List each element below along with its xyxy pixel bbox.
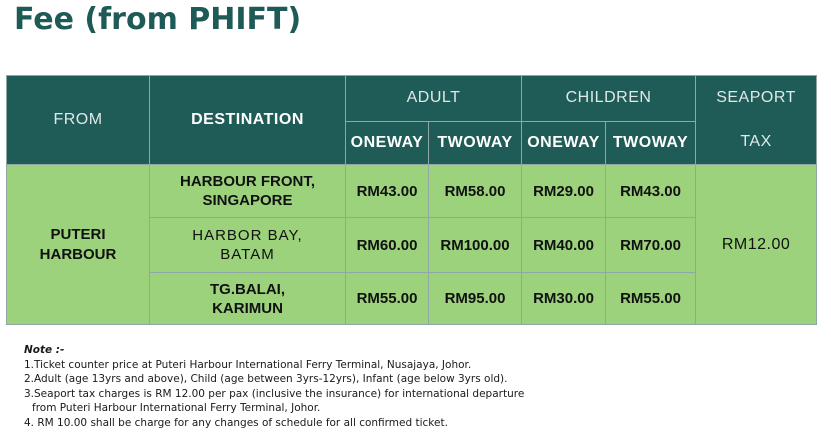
header-children-oneway: ONEWAY: [522, 121, 606, 164]
destination-cell: [150, 165, 346, 218]
destination-cell: [150, 218, 346, 273]
header-from: FROM: [7, 76, 150, 165]
child-oneway-price: RM29.00: [522, 165, 606, 218]
note-line: 3.Seaport tax charges is RM 12.00 per pax (inclusive the insurance) for international departure: [24, 387, 525, 400]
header-children: CHILDREN: [522, 76, 696, 122]
header-seaport-tax: [696, 76, 817, 165]
child-twoway-price: RM70.00: [606, 218, 696, 273]
note-line: from Puteri Harbour International Ferry Terminal, Johor.: [32, 402, 321, 415]
notes-section: [24, 343, 814, 431]
destination-line-2: BATAM: [220, 246, 275, 263]
child-oneway-price: RM40.00: [522, 218, 606, 273]
adult-twoway-price: RM95.00: [429, 273, 522, 325]
destination-line-1: HARBOUR FRONT,: [180, 173, 315, 190]
note-line: 2.Adult (age 13yrs and above), Child (age between 3yrs-12yrs), Infant (age below 3yrs old).: [24, 373, 508, 386]
fee-table: [6, 75, 817, 325]
note-line: 1.Ticket counter price at Puteri Harbour International Ferry Terminal, Nusajaya, Johor.: [24, 358, 472, 371]
seaport-tax-value: RM12.00: [696, 165, 817, 325]
destination-cell: [150, 273, 346, 325]
adult-oneway-price: RM55.00: [346, 273, 429, 325]
destination-line-2: KARIMUN: [212, 299, 283, 317]
child-twoway-price: RM43.00: [606, 165, 696, 218]
page-title: Fee (from PHIFT): [14, 2, 302, 37]
destination-line-1: HARBOR BAY,: [192, 227, 303, 244]
notes-title: Note :-: [24, 344, 65, 356]
child-oneway-price: RM30.00: [522, 273, 606, 325]
header-tax-label: TAX: [740, 133, 772, 150]
header-adult-oneway: ONEWAY: [346, 121, 429, 164]
adult-twoway-price: RM58.00: [429, 165, 522, 218]
header-children-twoway: TWOWAY: [606, 121, 696, 164]
from-line-2: HARBOUR: [39, 245, 117, 263]
destination-line-1: TG.BALAI,: [210, 280, 285, 298]
from-cell: [7, 165, 150, 325]
adult-oneway-price: RM60.00: [346, 218, 429, 273]
adult-twoway-price: RM100.00: [429, 218, 522, 273]
header-seaport-label: SEAPORT: [716, 89, 796, 106]
header-adult: ADULT: [346, 76, 522, 122]
adult-oneway-price: RM43.00: [346, 165, 429, 218]
header-adult-twoway: TWOWAY: [429, 121, 522, 164]
note-line: 4. RM 10.00 shall be charge for any changes of schedule for all confirmed ticket.: [24, 416, 448, 429]
child-twoway-price: RM55.00: [606, 273, 696, 325]
header-destination: DESTINATION: [150, 76, 346, 165]
from-line-1: PUTERI: [50, 225, 106, 243]
destination-line-2: SINGAPORE: [202, 192, 293, 209]
